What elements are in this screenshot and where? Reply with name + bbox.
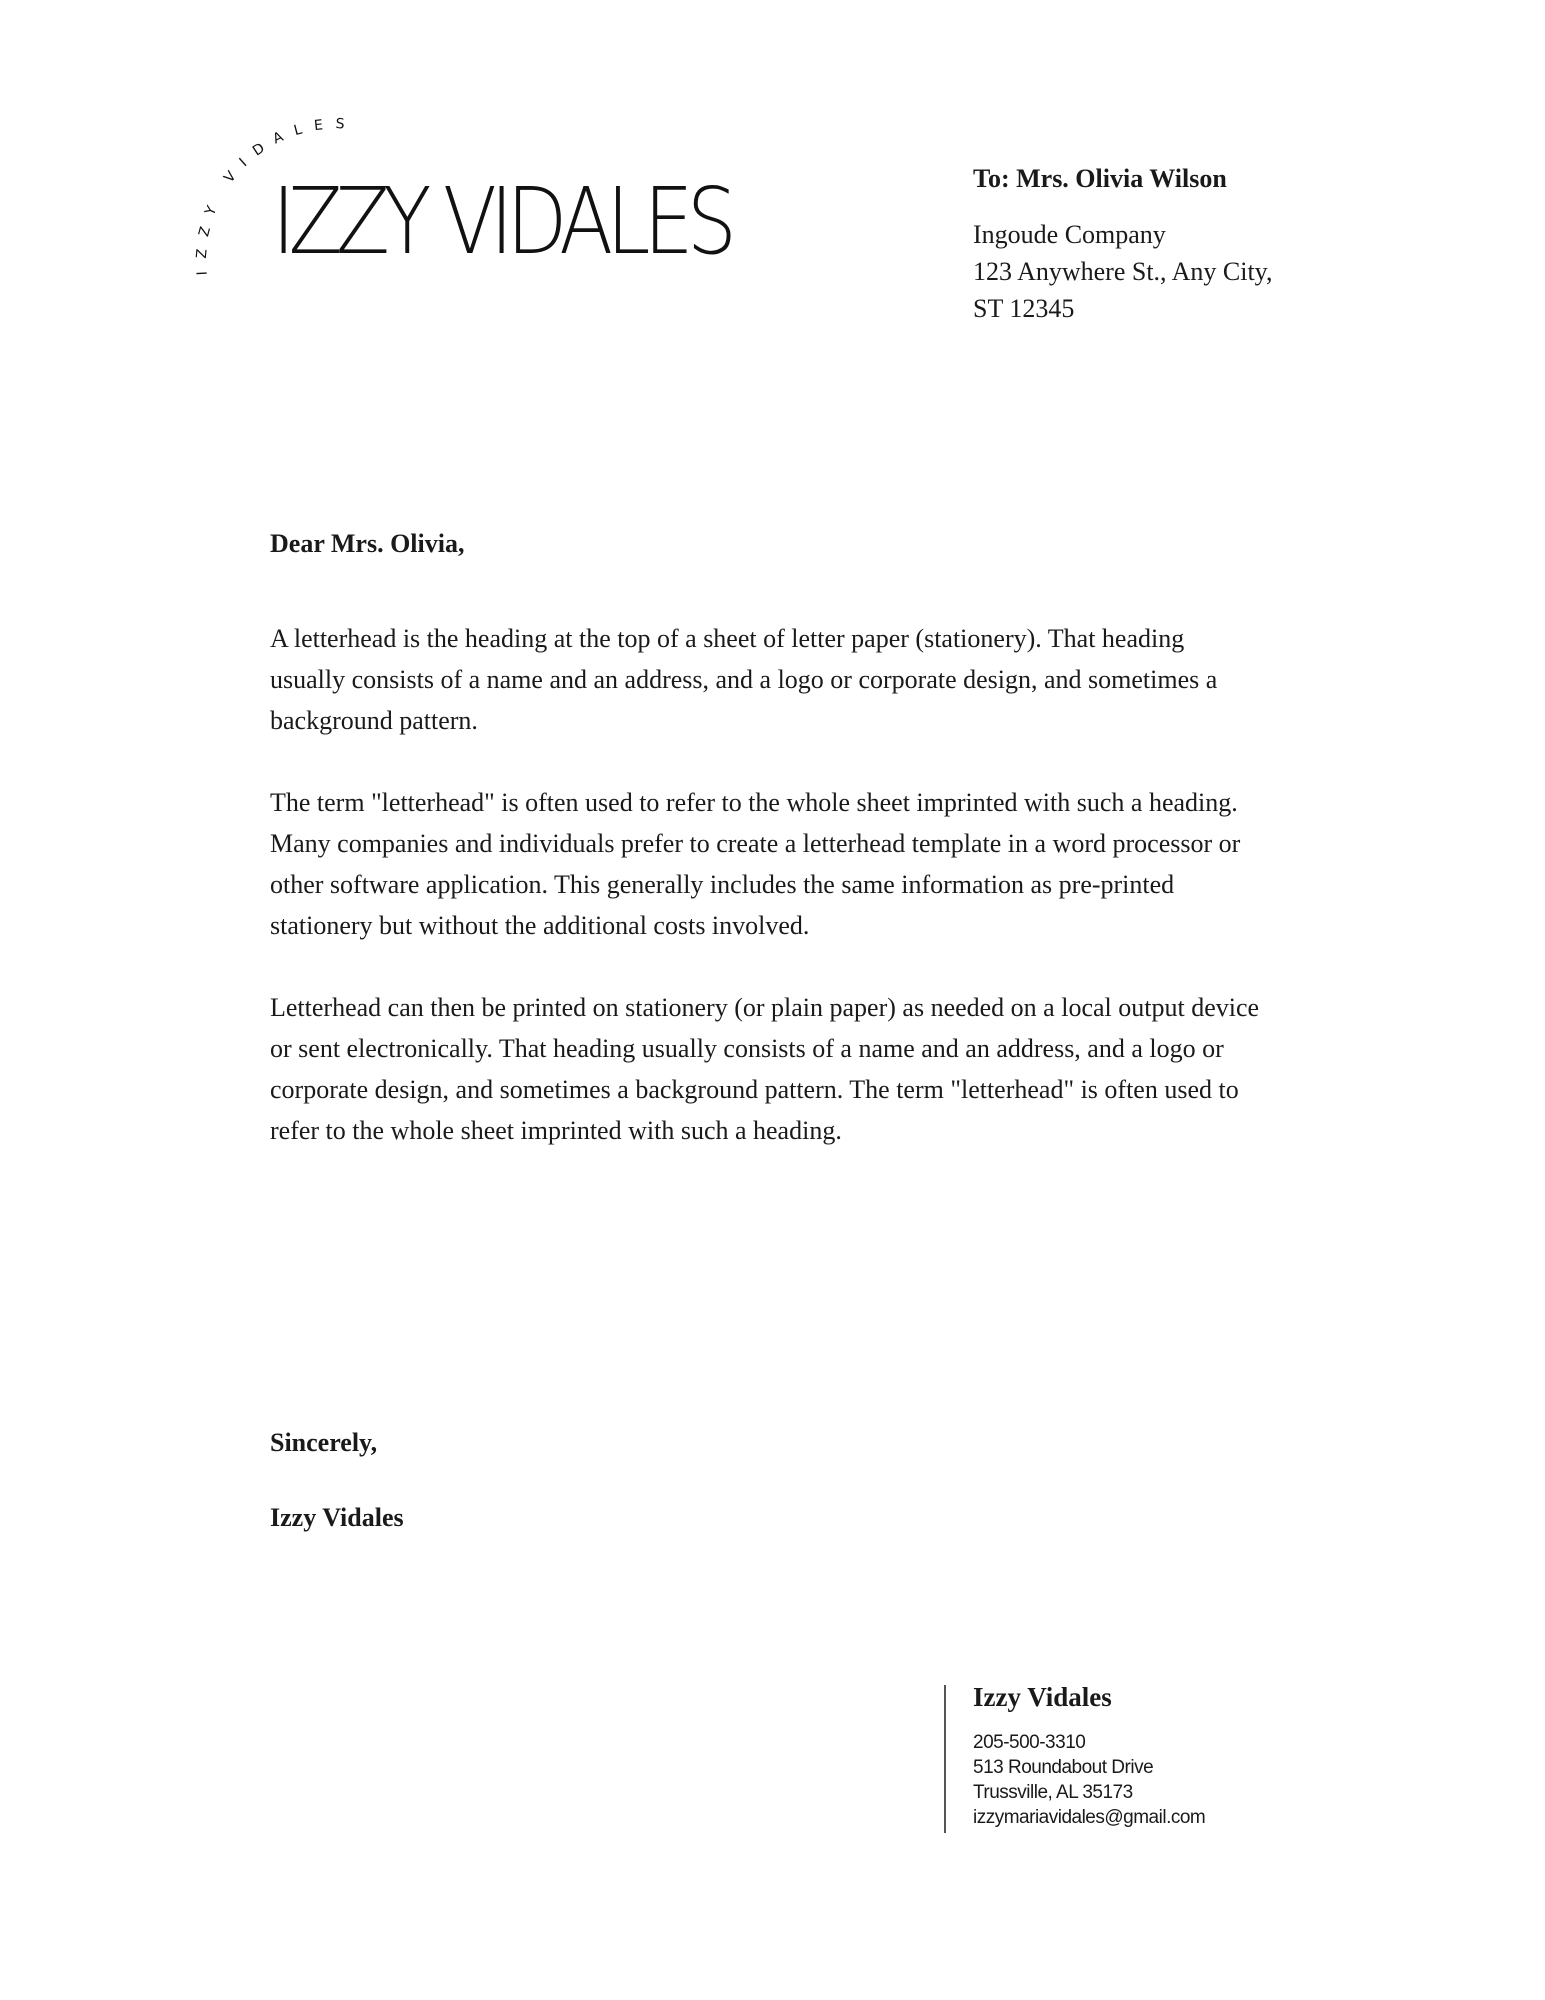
paragraph-3: Letterhead can then be printed on stationery (or plain paper) as needed on a local output device or sent electronically. That heading usually consists of a name and an address, and a logo or corporate design, and sometimes a background pattern. The term "letterhead" is often used to refer to the whole sheet imprinted with such a heading. bbox=[270, 993, 1260, 1145]
footer-contact bbox=[973, 1678, 1423, 1830]
footer-street: 513 Roundabout Drive bbox=[973, 1757, 1154, 1778]
recipient-block bbox=[973, 160, 1393, 327]
footer-divider bbox=[944, 1685, 946, 1833]
logo-arc-label: IZZY VIDALES bbox=[193, 116, 357, 276]
paragraph-2: The term "letterhead" is often used to refer to the whole sheet imprinted with such a heading. Many companies and individuals prefer to create a letterhead template in a word processor or other software application. This generally includes the same information as pre-printed stationery but without the additional costs involved. bbox=[270, 788, 1241, 940]
recipient-address-line2: ST 12345 bbox=[973, 294, 1075, 323]
salutation: Dear Mrs. Olivia, bbox=[270, 529, 465, 558]
recipient-company: Ingoude Company bbox=[973, 220, 1166, 249]
letter-body bbox=[270, 525, 1300, 1192]
footer-city: Trussville, AL 35173 bbox=[973, 1782, 1133, 1803]
signature-name: Izzy Vidales bbox=[270, 1503, 404, 1532]
closing: Sincerely, bbox=[270, 1428, 378, 1457]
footer-email: izzymariavidales@gmail.com bbox=[973, 1807, 1206, 1828]
recipient-to: To: Mrs. Olivia Wilson bbox=[973, 164, 1227, 193]
paragraph-1: A letterhead is the heading at the top of a sheet of letter paper (stationery). That heading usually consists of a name and an address, and a logo or corporate design, and sometimes a background pattern. bbox=[270, 624, 1218, 735]
recipient-address-line1: 123 Anywhere St., Any City, bbox=[973, 257, 1273, 286]
logo-wordmark: IZZY VIDALES bbox=[272, 168, 731, 275]
footer-name: Izzy Vidales bbox=[973, 1682, 1112, 1712]
footer-phone: 205-500-3310 bbox=[973, 1732, 1086, 1753]
